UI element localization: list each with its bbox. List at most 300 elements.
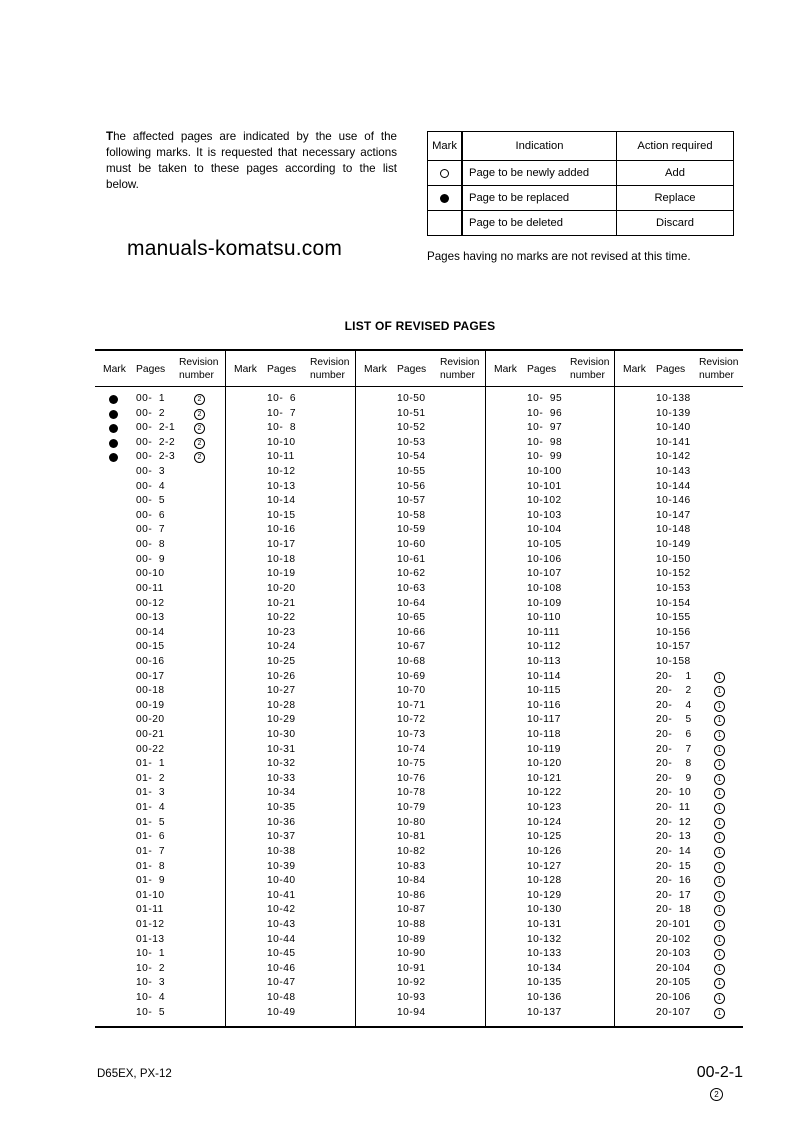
page-number: 10-119 bbox=[527, 743, 561, 755]
table-row bbox=[486, 626, 615, 641]
table-row bbox=[356, 918, 486, 933]
page-number: 10-130 bbox=[527, 904, 562, 916]
table-row bbox=[615, 567, 744, 582]
table-row bbox=[226, 611, 356, 626]
page-number: 10-73 bbox=[397, 729, 426, 741]
table-row bbox=[95, 743, 225, 758]
table-row bbox=[356, 786, 486, 801]
mark-legend-row bbox=[428, 211, 734, 236]
table-row bbox=[356, 626, 486, 641]
page-number: 10-59 bbox=[397, 524, 426, 536]
page-number: 10-43 bbox=[267, 918, 296, 930]
page-number: 10-100 bbox=[527, 466, 562, 478]
revised-pages-table bbox=[95, 349, 743, 1028]
page-number: 10- 2 bbox=[136, 962, 166, 974]
page-number: 10-126 bbox=[527, 845, 562, 857]
page-number: 10-158 bbox=[656, 655, 691, 667]
page-number: 10-41 bbox=[267, 889, 296, 901]
revision-circle-icon: 2 bbox=[194, 452, 205, 463]
table-row bbox=[226, 830, 356, 845]
filled-circle-icon bbox=[109, 410, 118, 419]
page-number: 10-124 bbox=[527, 816, 562, 828]
table-row bbox=[226, 816, 356, 831]
table-row bbox=[226, 538, 356, 553]
table-row bbox=[356, 991, 486, 1006]
table-row bbox=[356, 947, 486, 962]
table-row bbox=[95, 509, 225, 524]
page-number: 00- 2-1 bbox=[136, 422, 176, 434]
table-row bbox=[226, 772, 356, 787]
page-number: 00-12 bbox=[136, 597, 165, 609]
header-revision: Revision number bbox=[179, 357, 219, 381]
table-row bbox=[615, 684, 744, 699]
page-number: 20- 6 bbox=[656, 729, 692, 741]
revision-circle-icon: 1 bbox=[714, 715, 725, 726]
page-number: 10-36 bbox=[267, 816, 296, 828]
table-row bbox=[226, 670, 356, 685]
header-revision: Revision number bbox=[570, 357, 610, 381]
revision-circle-icon: 1 bbox=[714, 935, 725, 946]
table-row bbox=[95, 933, 225, 948]
header-mark: Mark bbox=[428, 132, 463, 161]
page-number: 10-122 bbox=[527, 787, 562, 799]
page-number: 10-137 bbox=[527, 1006, 562, 1018]
page-number: 01- 2 bbox=[136, 772, 166, 784]
table-row bbox=[226, 1006, 356, 1021]
page-number: 10-84 bbox=[397, 875, 426, 887]
page-number: 10-39 bbox=[267, 860, 296, 872]
page-number: 10-101 bbox=[527, 480, 562, 492]
revision-circle-icon: 1 bbox=[714, 1008, 725, 1019]
table-row bbox=[226, 976, 356, 991]
table-row bbox=[615, 699, 744, 714]
page-number: 10-117 bbox=[527, 714, 561, 726]
filled-circle-icon bbox=[109, 439, 118, 448]
table-row bbox=[486, 1006, 615, 1021]
page-number: 00-16 bbox=[136, 655, 165, 667]
table-row bbox=[615, 816, 744, 831]
page-number: 10- 1 bbox=[136, 948, 166, 960]
page-number: 10-72 bbox=[397, 714, 426, 726]
header-pages: Pages bbox=[267, 364, 297, 375]
mark-legend-table bbox=[427, 131, 734, 236]
revision-circle-icon: 1 bbox=[714, 803, 725, 814]
page-number: 10-71 bbox=[397, 699, 426, 711]
page-number: 10-121 bbox=[527, 772, 562, 784]
table-row bbox=[486, 889, 615, 904]
table-row bbox=[356, 597, 486, 612]
table-row bbox=[95, 860, 225, 875]
revision-circle-icon: 2 bbox=[194, 423, 205, 434]
page-number: 01- 7 bbox=[136, 845, 166, 857]
page-number: 00-17 bbox=[136, 670, 165, 682]
table-row bbox=[356, 494, 486, 509]
table-row bbox=[486, 757, 615, 772]
filled-circle-icon bbox=[109, 424, 118, 433]
table-row bbox=[226, 962, 356, 977]
table-row bbox=[615, 743, 744, 758]
table-row bbox=[356, 772, 486, 787]
table-row bbox=[226, 699, 356, 714]
page-number: 10-103 bbox=[527, 509, 562, 521]
page-number: 10-66 bbox=[397, 626, 426, 638]
table-row bbox=[486, 699, 615, 714]
no-mark-note: Pages having no marks are not revised at this time. bbox=[427, 250, 691, 263]
page-number: 10-12 bbox=[267, 466, 296, 478]
page-number: 10-110 bbox=[527, 612, 561, 624]
table-row bbox=[95, 421, 225, 436]
page-number: 10-128 bbox=[527, 875, 562, 887]
table-row bbox=[486, 684, 615, 699]
page-number: 10-22 bbox=[267, 612, 296, 624]
table-row bbox=[356, 713, 486, 728]
table-row bbox=[95, 845, 225, 860]
page-number: 10-51 bbox=[397, 407, 426, 419]
table-row bbox=[226, 757, 356, 772]
table-row bbox=[615, 757, 744, 772]
page-number: 10-108 bbox=[527, 582, 562, 594]
revision-circle-icon: 1 bbox=[714, 759, 725, 770]
table-row bbox=[95, 407, 225, 422]
page-number: 10-34 bbox=[267, 787, 296, 799]
page-number: 00- 7 bbox=[136, 524, 166, 536]
table-row bbox=[615, 903, 744, 918]
page-number: 10-67 bbox=[397, 641, 426, 653]
table-row bbox=[615, 713, 744, 728]
page-number: 20- 18 bbox=[656, 904, 692, 916]
page-number: 10-20 bbox=[267, 582, 296, 594]
table-row bbox=[356, 684, 486, 699]
table-row bbox=[486, 392, 615, 407]
revision-circle-icon: 1 bbox=[714, 905, 725, 916]
revision-circle-icon: 1 bbox=[714, 730, 725, 741]
page-number: 10- 95 bbox=[527, 393, 563, 404]
page-number: 20- 9 bbox=[656, 772, 692, 784]
table-row bbox=[95, 918, 225, 933]
action: Discard bbox=[617, 211, 734, 236]
table-row bbox=[95, 553, 225, 568]
table-row bbox=[615, 626, 744, 641]
table-row bbox=[226, 640, 356, 655]
table-row bbox=[356, 553, 486, 568]
table-row bbox=[356, 874, 486, 889]
table-row bbox=[615, 889, 744, 904]
page-number: 10-45 bbox=[267, 948, 296, 960]
table-row bbox=[615, 991, 744, 1006]
table-row bbox=[226, 553, 356, 568]
header-revision: Revision number bbox=[310, 357, 350, 381]
table-row bbox=[95, 684, 225, 699]
page-number: 10-24 bbox=[267, 641, 296, 653]
page-number: 10-62 bbox=[397, 568, 426, 580]
table-row bbox=[615, 947, 744, 962]
page-number: 10-147 bbox=[656, 509, 691, 521]
table-row bbox=[95, 947, 225, 962]
table-row bbox=[356, 538, 486, 553]
page-number: 10-135 bbox=[527, 977, 562, 989]
page-number: 10-80 bbox=[397, 816, 426, 828]
page-number: 10-106 bbox=[527, 553, 562, 565]
page-number: 10-144 bbox=[656, 480, 691, 492]
table-row bbox=[226, 450, 356, 465]
header-pages: Pages bbox=[527, 364, 557, 375]
table-row bbox=[615, 786, 744, 801]
page-number: 10-44 bbox=[267, 933, 296, 945]
revision-circle-icon: 1 bbox=[714, 686, 725, 697]
table-row bbox=[486, 860, 615, 875]
page-number: 10-134 bbox=[527, 962, 562, 974]
table-row bbox=[486, 597, 615, 612]
table-row bbox=[226, 728, 356, 743]
table-row bbox=[486, 450, 615, 465]
table-row bbox=[486, 670, 615, 685]
page-number: 10-53 bbox=[397, 436, 426, 448]
page-number: 10-143 bbox=[656, 466, 691, 478]
table-row bbox=[226, 801, 356, 816]
page-number: 10-157 bbox=[656, 641, 691, 653]
column-header bbox=[486, 351, 615, 386]
table-row bbox=[226, 903, 356, 918]
table-row bbox=[486, 830, 615, 845]
column-header bbox=[356, 351, 486, 386]
table-row bbox=[356, 567, 486, 582]
filled-circle-icon bbox=[109, 395, 118, 404]
page-number: 10- 6 bbox=[267, 393, 297, 404]
page-number: 00- 2-3 bbox=[136, 451, 176, 463]
table-row bbox=[95, 728, 225, 743]
page-number: 10-11 bbox=[267, 451, 295, 463]
list-column-4 bbox=[485, 351, 615, 1026]
page-number: 01-11 bbox=[136, 904, 164, 916]
revision-circle-icon: 2 bbox=[194, 394, 205, 405]
table-row bbox=[226, 874, 356, 889]
revision-circle-icon: 1 bbox=[714, 964, 725, 975]
page-number: 10- 98 bbox=[527, 436, 563, 448]
page-number: 10-129 bbox=[527, 889, 562, 901]
page-number: 00-13 bbox=[136, 612, 165, 624]
page-number: 10-112 bbox=[527, 641, 561, 653]
action: Add bbox=[617, 161, 734, 186]
revision-circle-icon: 2 bbox=[194, 438, 205, 449]
table-row bbox=[356, 436, 486, 451]
page-number: 10-109 bbox=[527, 597, 562, 609]
page-number: 20- 8 bbox=[656, 758, 692, 770]
table-row bbox=[356, 889, 486, 904]
table-row bbox=[226, 480, 356, 495]
page-number: 10-79 bbox=[397, 802, 426, 814]
table-row bbox=[226, 567, 356, 582]
table-row bbox=[356, 450, 486, 465]
column-header bbox=[95, 351, 225, 386]
revision-circle-icon: 1 bbox=[714, 672, 725, 683]
table-row bbox=[226, 626, 356, 641]
table-row bbox=[356, 860, 486, 875]
header-mark: Mark bbox=[494, 364, 517, 375]
page-number: 10-64 bbox=[397, 597, 426, 609]
mark-legend-header bbox=[428, 132, 734, 161]
table-row bbox=[226, 889, 356, 904]
page-number: 00- 4 bbox=[136, 480, 166, 492]
table-row bbox=[95, 903, 225, 918]
page-number: 10-29 bbox=[267, 714, 296, 726]
table-row bbox=[615, 830, 744, 845]
table-row bbox=[615, 421, 744, 436]
page-number: 10-81 bbox=[397, 831, 426, 843]
page-number: 20-101 bbox=[656, 918, 691, 930]
table-row bbox=[615, 874, 744, 889]
page-number: 10-87 bbox=[397, 904, 426, 916]
revision-circle-icon: 1 bbox=[714, 745, 725, 756]
table-row bbox=[95, 567, 225, 582]
table-row bbox=[615, 553, 744, 568]
table-row bbox=[486, 728, 615, 743]
page-number: 10-37 bbox=[267, 831, 296, 843]
header-mark: Mark bbox=[364, 364, 387, 375]
page-number: 10-155 bbox=[656, 612, 691, 624]
page-number: 10-54 bbox=[397, 451, 426, 463]
page-number: 10-40 bbox=[267, 875, 296, 887]
page-number: 10- 8 bbox=[267, 422, 297, 434]
table-row bbox=[226, 523, 356, 538]
table-row bbox=[615, 976, 744, 991]
table-row bbox=[615, 962, 744, 977]
revision-circle-icon: 1 bbox=[714, 701, 725, 712]
page-number: 10-57 bbox=[397, 495, 426, 507]
page-number: 10-75 bbox=[397, 758, 426, 770]
table-row bbox=[486, 611, 615, 626]
page-number: 20- 2 bbox=[656, 685, 692, 697]
page-number: 10-113 bbox=[527, 655, 561, 667]
page-number: 10-140 bbox=[656, 422, 691, 434]
table-row bbox=[486, 962, 615, 977]
page-number: 10-127 bbox=[527, 860, 562, 872]
table-row bbox=[356, 743, 486, 758]
table-row bbox=[356, 962, 486, 977]
intro-first-letter: T bbox=[106, 130, 114, 143]
page-number: 10-139 bbox=[656, 407, 691, 419]
page-number: 20- 7 bbox=[656, 743, 692, 755]
table-row bbox=[95, 494, 225, 509]
page-number: 20-105 bbox=[656, 977, 691, 989]
page-number: 10-91 bbox=[397, 962, 426, 974]
page-number: 10- 3 bbox=[136, 977, 166, 989]
table-row bbox=[615, 918, 744, 933]
table-row bbox=[615, 436, 744, 451]
table-row bbox=[615, 494, 744, 509]
page-number: 10- 4 bbox=[136, 991, 166, 1003]
table-row bbox=[356, 670, 486, 685]
page-number: 10-13 bbox=[267, 480, 296, 492]
page-number: 01- 1 bbox=[136, 758, 166, 770]
page-number: 20- 15 bbox=[656, 860, 692, 872]
page-number: 10-83 bbox=[397, 860, 426, 872]
page-number: 10-21 bbox=[267, 597, 296, 609]
table-row bbox=[486, 494, 615, 509]
table-row bbox=[486, 874, 615, 889]
page-number: 10-31 bbox=[267, 743, 296, 755]
page-number: 20- 5 bbox=[656, 714, 692, 726]
page-number: 01-10 bbox=[136, 889, 165, 901]
page-number: 10-10 bbox=[267, 436, 296, 448]
page-number: 20- 10 bbox=[656, 787, 692, 799]
table-row bbox=[226, 991, 356, 1006]
table-row bbox=[486, 640, 615, 655]
column-header bbox=[615, 351, 744, 386]
table-row bbox=[356, 1006, 486, 1021]
page-number: 10-132 bbox=[527, 933, 562, 945]
page-number: 00- 8 bbox=[136, 539, 166, 551]
table-row bbox=[356, 611, 486, 626]
table-row bbox=[356, 480, 486, 495]
table-row bbox=[615, 860, 744, 875]
page-number: 10-68 bbox=[397, 655, 426, 667]
table-row bbox=[226, 845, 356, 860]
revision-circle-icon: 1 bbox=[714, 876, 725, 887]
page-number: 00-11 bbox=[136, 582, 164, 594]
table-row bbox=[226, 933, 356, 948]
page-number: 10-28 bbox=[267, 699, 296, 711]
page-number: 01- 4 bbox=[136, 802, 166, 814]
header-mark: Mark bbox=[234, 364, 257, 375]
page-number: 00- 6 bbox=[136, 509, 166, 521]
page-number: 10-114 bbox=[527, 670, 561, 682]
list-column-5 bbox=[614, 351, 744, 1026]
table-row bbox=[95, 699, 225, 714]
table-row bbox=[95, 991, 225, 1006]
page-number: 10-14 bbox=[267, 495, 296, 507]
page-number: 10-42 bbox=[267, 904, 296, 916]
table-row bbox=[95, 480, 225, 495]
page-number: 10-152 bbox=[656, 568, 691, 580]
page-number: 20- 12 bbox=[656, 816, 692, 828]
page-number: 10- 5 bbox=[136, 1006, 166, 1018]
indication: Page to be newly added bbox=[462, 161, 617, 186]
table-row bbox=[615, 655, 744, 670]
table-row bbox=[615, 670, 744, 685]
page-number: 01- 6 bbox=[136, 831, 166, 843]
table-row bbox=[356, 976, 486, 991]
list-column-2 bbox=[225, 351, 356, 1026]
page-number: 00-14 bbox=[136, 626, 165, 638]
page-number: 10-148 bbox=[656, 524, 691, 536]
table-row bbox=[356, 465, 486, 480]
page-number: 10-105 bbox=[527, 539, 562, 551]
page-number: 10-35 bbox=[267, 802, 296, 814]
page-number: 10-142 bbox=[656, 451, 691, 463]
filled-circle-icon bbox=[440, 194, 449, 203]
page-number: 00-21 bbox=[136, 729, 165, 741]
page-number: 10-123 bbox=[527, 802, 562, 814]
page-number: 00-10 bbox=[136, 568, 165, 580]
header-action: Action required bbox=[617, 132, 734, 161]
page-number: 20-107 bbox=[656, 1006, 691, 1018]
revision-circle-icon: 1 bbox=[714, 920, 725, 931]
page-number: 10-69 bbox=[397, 670, 426, 682]
table-row bbox=[486, 743, 615, 758]
table-row bbox=[615, 728, 744, 743]
revision-circle-icon: 1 bbox=[714, 993, 725, 1004]
table-row bbox=[486, 553, 615, 568]
page-number: 10-74 bbox=[397, 743, 426, 755]
table-row bbox=[95, 772, 225, 787]
table-row bbox=[356, 757, 486, 772]
page-number: 00-15 bbox=[136, 641, 165, 653]
page-number: 10-76 bbox=[397, 772, 426, 784]
page-number: 20- 16 bbox=[656, 875, 692, 887]
page-number: 10-49 bbox=[267, 1006, 296, 1018]
table-row bbox=[486, 845, 615, 860]
table-row bbox=[486, 509, 615, 524]
